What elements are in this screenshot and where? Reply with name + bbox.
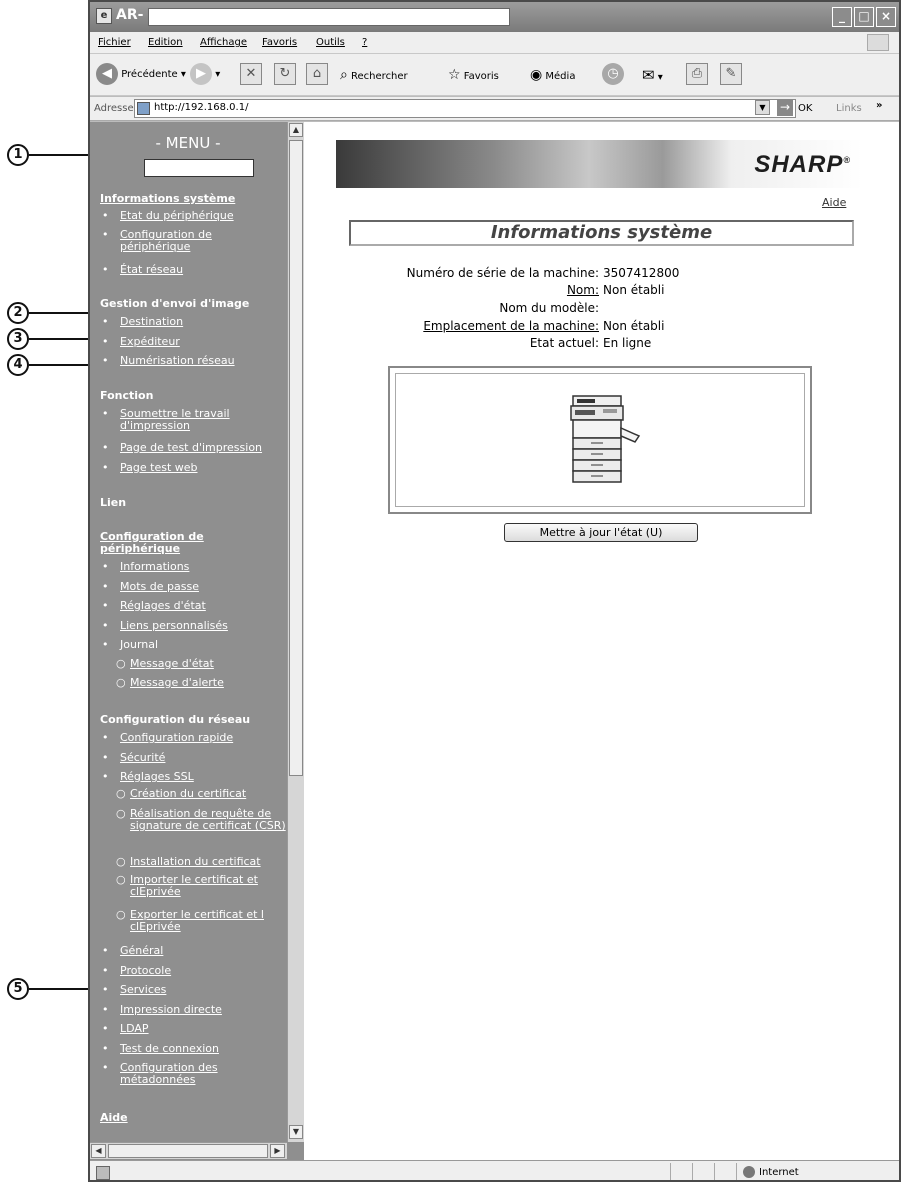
search-icon: ⌕ <box>340 67 348 83</box>
callout-3 <box>2 328 92 350</box>
mail-button[interactable] <box>642 63 663 87</box>
history-icon: ◷ <box>602 63 624 85</box>
favorites-button[interactable] <box>448 63 499 87</box>
chevron-right-icon[interactable]: » <box>876 100 883 111</box>
search-button[interactable] <box>340 63 408 87</box>
mail-icon: ✉ <box>642 66 655 84</box>
forward-icon: ▶ <box>190 63 212 85</box>
forward-button[interactable] <box>190 63 220 87</box>
menu-affichage[interactable]: Affichage <box>200 37 247 48</box>
refresh-button[interactable] <box>274 63 296 87</box>
callout-number: 1 <box>7 144 29 166</box>
menu-fichier[interactable]: Fichier <box>98 37 131 48</box>
print-icon: ⎙ <box>686 63 708 85</box>
media-button[interactable] <box>530 63 575 87</box>
links-button[interactable]: Links <box>836 103 862 114</box>
window-title: AR- <box>116 7 144 23</box>
current-status-label: Etat actuel: <box>529 336 599 350</box>
scroll-thumb[interactable] <box>108 1144 268 1158</box>
dropdown-arrow-icon: ▾ <box>657 72 663 83</box>
status-divider <box>670 1163 671 1182</box>
menu-section-configuration-peripherique[interactable]: Configuration de périphérique <box>100 530 204 555</box>
close-button[interactable]: × <box>876 7 896 27</box>
scroll-up-icon[interactable]: ▲ <box>289 123 303 137</box>
menu-section-lien: Lien <box>100 496 127 509</box>
help-link[interactable]: Aide <box>822 196 847 209</box>
callout-1 <box>2 144 92 166</box>
callout-number: 3 <box>7 328 29 350</box>
callout-number: 4 <box>7 354 29 376</box>
menu-section-configuration-reseau: Configuration du réseau <box>100 713 251 726</box>
dropdown-arrow-icon: ▾ <box>180 69 186 80</box>
security-zone <box>743 1166 799 1178</box>
menu-bar <box>90 32 899 54</box>
scroll-left-icon[interactable]: ◀ <box>91 1144 106 1158</box>
page-title: Informations système <box>349 220 854 246</box>
serial-number-label: Numéro de série de la machine: <box>406 266 599 280</box>
callout-number: 2 <box>7 302 29 324</box>
go-arrow-icon[interactable]: → <box>777 99 793 116</box>
status-divider <box>736 1163 737 1182</box>
globe-icon <box>743 1166 755 1178</box>
scroll-thumb[interactable] <box>289 140 303 776</box>
menu-outils[interactable]: Outils <box>316 37 345 48</box>
menu-title: - MENU - <box>155 134 221 152</box>
minimize-button[interactable]: _ <box>832 7 852 27</box>
sharp-logo: SHARP® <box>754 151 851 178</box>
edit-icon: ✎ <box>720 63 742 85</box>
media-icon: ◉ <box>530 67 543 83</box>
history-button[interactable] <box>602 63 624 87</box>
scroll-right-icon[interactable]: ▶ <box>270 1144 285 1158</box>
menu-section-aide[interactable]: Aide <box>100 1111 128 1124</box>
machine-image-frame <box>388 366 812 514</box>
favorites-icon: ☆ <box>448 67 461 83</box>
menu-section-gestion-envoi-image: Gestion d'envoi d'image <box>100 297 250 310</box>
model-name-label: Nom du modèle: <box>499 301 599 315</box>
menu-help[interactable]: ? <box>362 37 368 48</box>
edit-button[interactable] <box>720 63 742 87</box>
title-blank-field <box>148 8 510 26</box>
print-button[interactable] <box>686 63 708 87</box>
go-button[interactable]: OK <box>798 103 813 114</box>
menu-vertical-scrollbar[interactable] <box>287 122 304 1142</box>
callout-5 <box>2 978 92 1000</box>
address-url: http://192.168.0.1/ <box>154 102 249 113</box>
menu-horizontal-scrollbar[interactable] <box>90 1142 287 1159</box>
home-button[interactable] <box>306 63 328 87</box>
windows-logo-icon <box>867 34 889 51</box>
app-icon: e <box>96 8 112 24</box>
address-input[interactable] <box>134 99 796 118</box>
menu-edition[interactable]: Edition <box>148 37 183 48</box>
update-status-button[interactable]: Mettre à jour l'état (U) <box>504 523 698 542</box>
name-link[interactable]: Nom: <box>566 283 599 297</box>
menu-favoris[interactable]: Favoris <box>262 37 298 48</box>
back-label: Précédente <box>121 69 178 80</box>
callout-number: 5 <box>7 978 29 1000</box>
media-label: Média <box>545 71 576 82</box>
address-bar <box>90 97 899 121</box>
toolbar <box>90 54 899 96</box>
search-label: Rechercher <box>351 71 408 82</box>
maximize-button[interactable]: □ <box>854 7 874 27</box>
status-bar <box>90 1160 899 1182</box>
sharp-banner <box>336 140 863 188</box>
machine-image-inner <box>395 373 805 507</box>
menu-frame: - MENU - Informations système • Etat du périphérique • Configuration de périphérique • État réseau Gestion d'envoi d'image • Destination • Expéditeur • Numérisation réseau Fonction • Soumettre le travail d'impression • Page de test d'impression • Page test web Lien Configuration de périphérique • Informations • Mots de passe • Réglages d'état • Liens personnalisés • Journal ○ Message d'état ○ Message d'alerte Configuration du réseau • Configuration rapide • Sécurité • Réglages SSL ○ Création du certificat ○ Réalisation de requête de signature de certificat (CSR) ○ Installation du certificat ○ Importer le certificat et clEprivée ○ Exporter le certificat et l clEprivée • Général • Protocole • Services • Impression directe • LDAP • Test de connexion • Configuration des métadonnées Aide <box>90 122 304 1160</box>
back-icon: ◀ <box>96 63 118 85</box>
favorites-label: Favoris <box>463 71 499 82</box>
machine-location-value: Non établi <box>603 319 665 333</box>
callout-2 <box>2 302 92 324</box>
menu-blank-box <box>144 159 254 177</box>
dropdown-arrow-icon: ▾ <box>215 69 221 80</box>
content-frame <box>304 122 899 1160</box>
copier-machine-icon <box>563 390 643 490</box>
stop-button[interactable] <box>240 63 262 87</box>
page-icon <box>137 102 150 115</box>
browser-window <box>88 0 901 1182</box>
machine-location-link[interactable]: Emplacement de la machine: <box>423 319 599 333</box>
address-label: Adresse <box>94 103 134 114</box>
name-value: Non établi <box>603 283 665 297</box>
serial-number-value: 3507412800 <box>603 266 680 280</box>
menu-section-fonction: Fonction <box>100 389 154 402</box>
stop-icon: ✕ <box>240 63 262 85</box>
callout-4 <box>2 354 92 376</box>
zone-label: Internet <box>759 1167 799 1178</box>
scroll-down-icon[interactable]: ▼ <box>289 1125 303 1139</box>
current-status-value: En ligne <box>603 336 652 350</box>
back-button[interactable] <box>96 63 186 87</box>
menu-section-informations-systeme[interactable]: Informations système <box>100 192 236 205</box>
refresh-icon: ↻ <box>274 63 296 85</box>
title-bar <box>90 2 899 32</box>
status-divider <box>714 1163 715 1182</box>
address-dropdown-icon[interactable]: ▼ <box>755 100 770 115</box>
status-divider <box>692 1163 693 1182</box>
page-status-icon <box>96 1166 110 1180</box>
home-icon: ⌂ <box>306 63 328 85</box>
